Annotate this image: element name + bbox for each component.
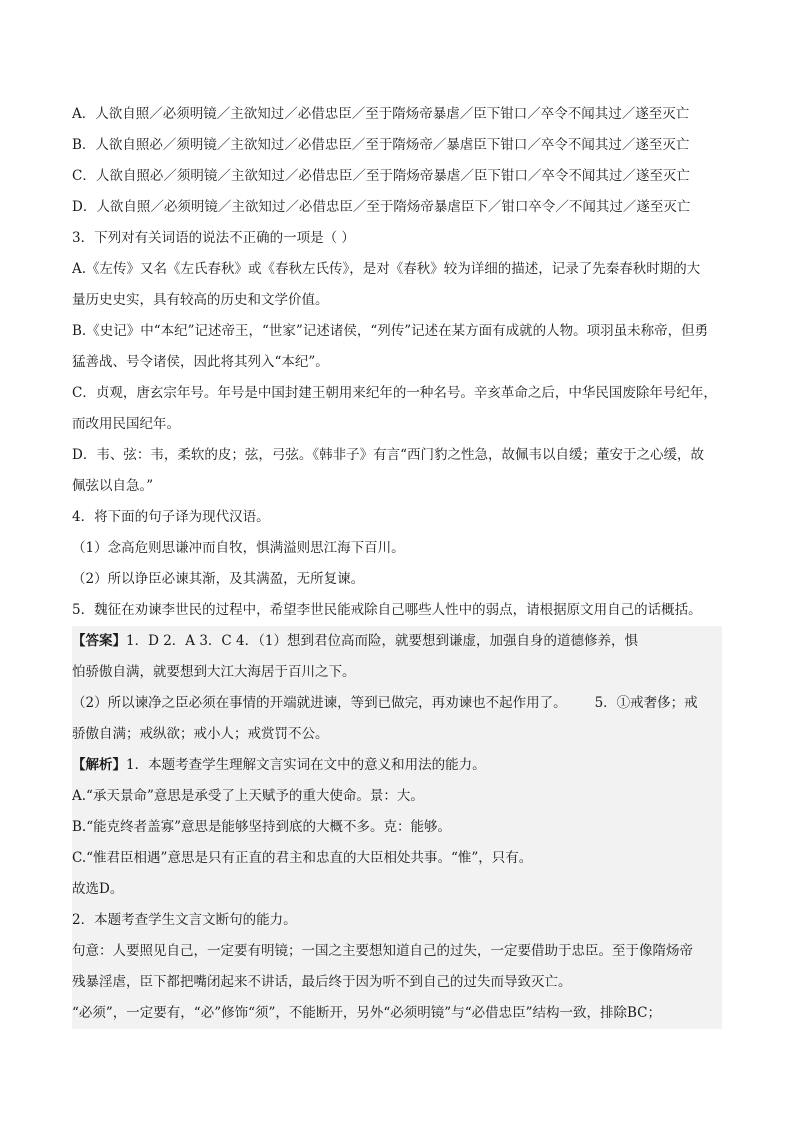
q2-option-a: A．人欲自照／必须明镜／主欲知过／必借忠臣／至于隋炀帝暴虐／臣下钳口／卒令不闻其过／遂至灭亡 — [72, 106, 690, 122]
document-page — [72, 99, 722, 1029]
analysis-line: “必须”，一定要有，“必”修饰“须”，不能断开，另外“必须明镜”与“必借忠臣”结构一致，排除BC； — [72, 1005, 662, 1021]
answer-text: （2）所以谏净之臣必须在事情的开端就进谏，等到已做完，再劝谏也不起作用了。 — [72, 695, 567, 711]
answer-line — [72, 688, 722, 719]
analysis-line: 句意：人要照见自己，一定要有明镜；一国之主要想知道自己的过失，一定要借助于忠臣。至于像隋炀帝 — [72, 943, 693, 959]
q3-line: B.《史记》中“本纪”记述帝王，“世家”记述诸侯，“列传”记述在某方面有成就的人物。项羽虽未称帝，但勇 — [72, 323, 709, 339]
answer-label: 【答案】 — [72, 633, 126, 649]
answer-line — [72, 626, 722, 657]
q3-line: C．贞观，唐玄宗年号。年号是中国封建王朝用来纪年的一种名号。辛亥革命之后，中华民国废除年号纪年， — [72, 385, 717, 401]
analysis-line: B.“能克终者盖寡”意思是能够坚持到底的大概不多。克：能够。 — [72, 819, 452, 835]
q4-item: （1）念高危则思谦冲而自牧，惧满溢则思江海下百川。 — [72, 540, 405, 556]
q2-option-c: C．人欲自照必／须明镜／主欲知过／必借忠臣／至于隋炀帝暴虐／臣下钳口／卒令不闻其过／遂至灭亡 — [72, 168, 690, 184]
q2-option-d: D．人欲自照／必须明镜／主欲知过／必借忠臣／至于隋炀帝暴虐臣下／钳口卒令／不闻其过／遂至灭亡 — [72, 199, 691, 215]
answer-text: 1．D 2．A 3．C 4．（1）想到君位高而险，就要想到谦虚，加强自身的道德修养，惧 — [126, 633, 638, 649]
answer-block — [72, 626, 722, 1029]
q3-line: 佩弦以自急。” — [72, 478, 154, 494]
analysis-label: 【解析】 — [72, 757, 126, 773]
analysis-line: 2．本题考查学生文言文断句的能力。 — [72, 912, 297, 928]
q3-line: A.《左传》又名《左氏春秋》或《春秋左氏传》，是对《春秋》较为详细的描述，记录了先秦春秋时期的大 — [72, 261, 701, 277]
analysis-line: 故选D。 — [72, 881, 124, 897]
q4-item: （2）所以诤臣必谏其渐，及其满盈，无所复谏。 — [72, 571, 365, 587]
answer-line: 骄傲自满；戒纵欲；戒小人；戒赏罚不公。 — [72, 726, 329, 742]
answer-text: 5．①戒奢侈；戒 — [594, 695, 698, 711]
q4-stem: 4．将下面的句子译为现代汉语。 — [72, 509, 270, 525]
analysis-line: 残暴淫虐，臣下都把嘴闭起来不讲话，最后终于因为听不到自己的过失而导致灭亡。 — [72, 974, 572, 990]
q5-stem: 5．魏征在劝谏李世民的过程中，希望李世民能戒除自己哪些人性中的弱点，请根据原文用自己的话概括。 — [72, 602, 702, 618]
q2-option-b: B．人欲自照必／须明镜／主欲知过／必借忠臣／至于隋炀帝／暴虐臣下钳口／卒令不闻其过／遂至灭亡 — [72, 137, 690, 153]
q3-stem: 3．下列对有关词语的说法不正确的一项是（ ） — [72, 230, 355, 246]
analysis-line: A.“承天景命”意思是承受了上天赋予的重大使命。景：大。 — [72, 788, 424, 804]
analysis-line: C.“惟君臣相遇”意思是只有正直的君主和忠直的大臣相处共事。“惟”，只有。 — [72, 850, 533, 866]
q3-line: 猛善战、号令诸侯，因此将其列入“本纪”。 — [72, 354, 329, 370]
analysis-line — [72, 750, 722, 781]
analysis-text: 1．本题考查学生理解文言实词在文中的意义和用法的能力。 — [126, 757, 486, 773]
q3-line: 量历史史实，具有较高的历史和文学价值。 — [72, 292, 329, 308]
q3-line: D．韦、弦：韦，柔软的皮；弦，弓弦。《韩非子》有言“西门豹之性急，故佩韦以自缓；董安于之心缓，故 — [72, 447, 704, 463]
q3-line: 而改用民国纪年。 — [72, 416, 180, 432]
answer-line: 怕骄傲自满，就要想到大江大海居于百川之下。 — [72, 664, 356, 680]
